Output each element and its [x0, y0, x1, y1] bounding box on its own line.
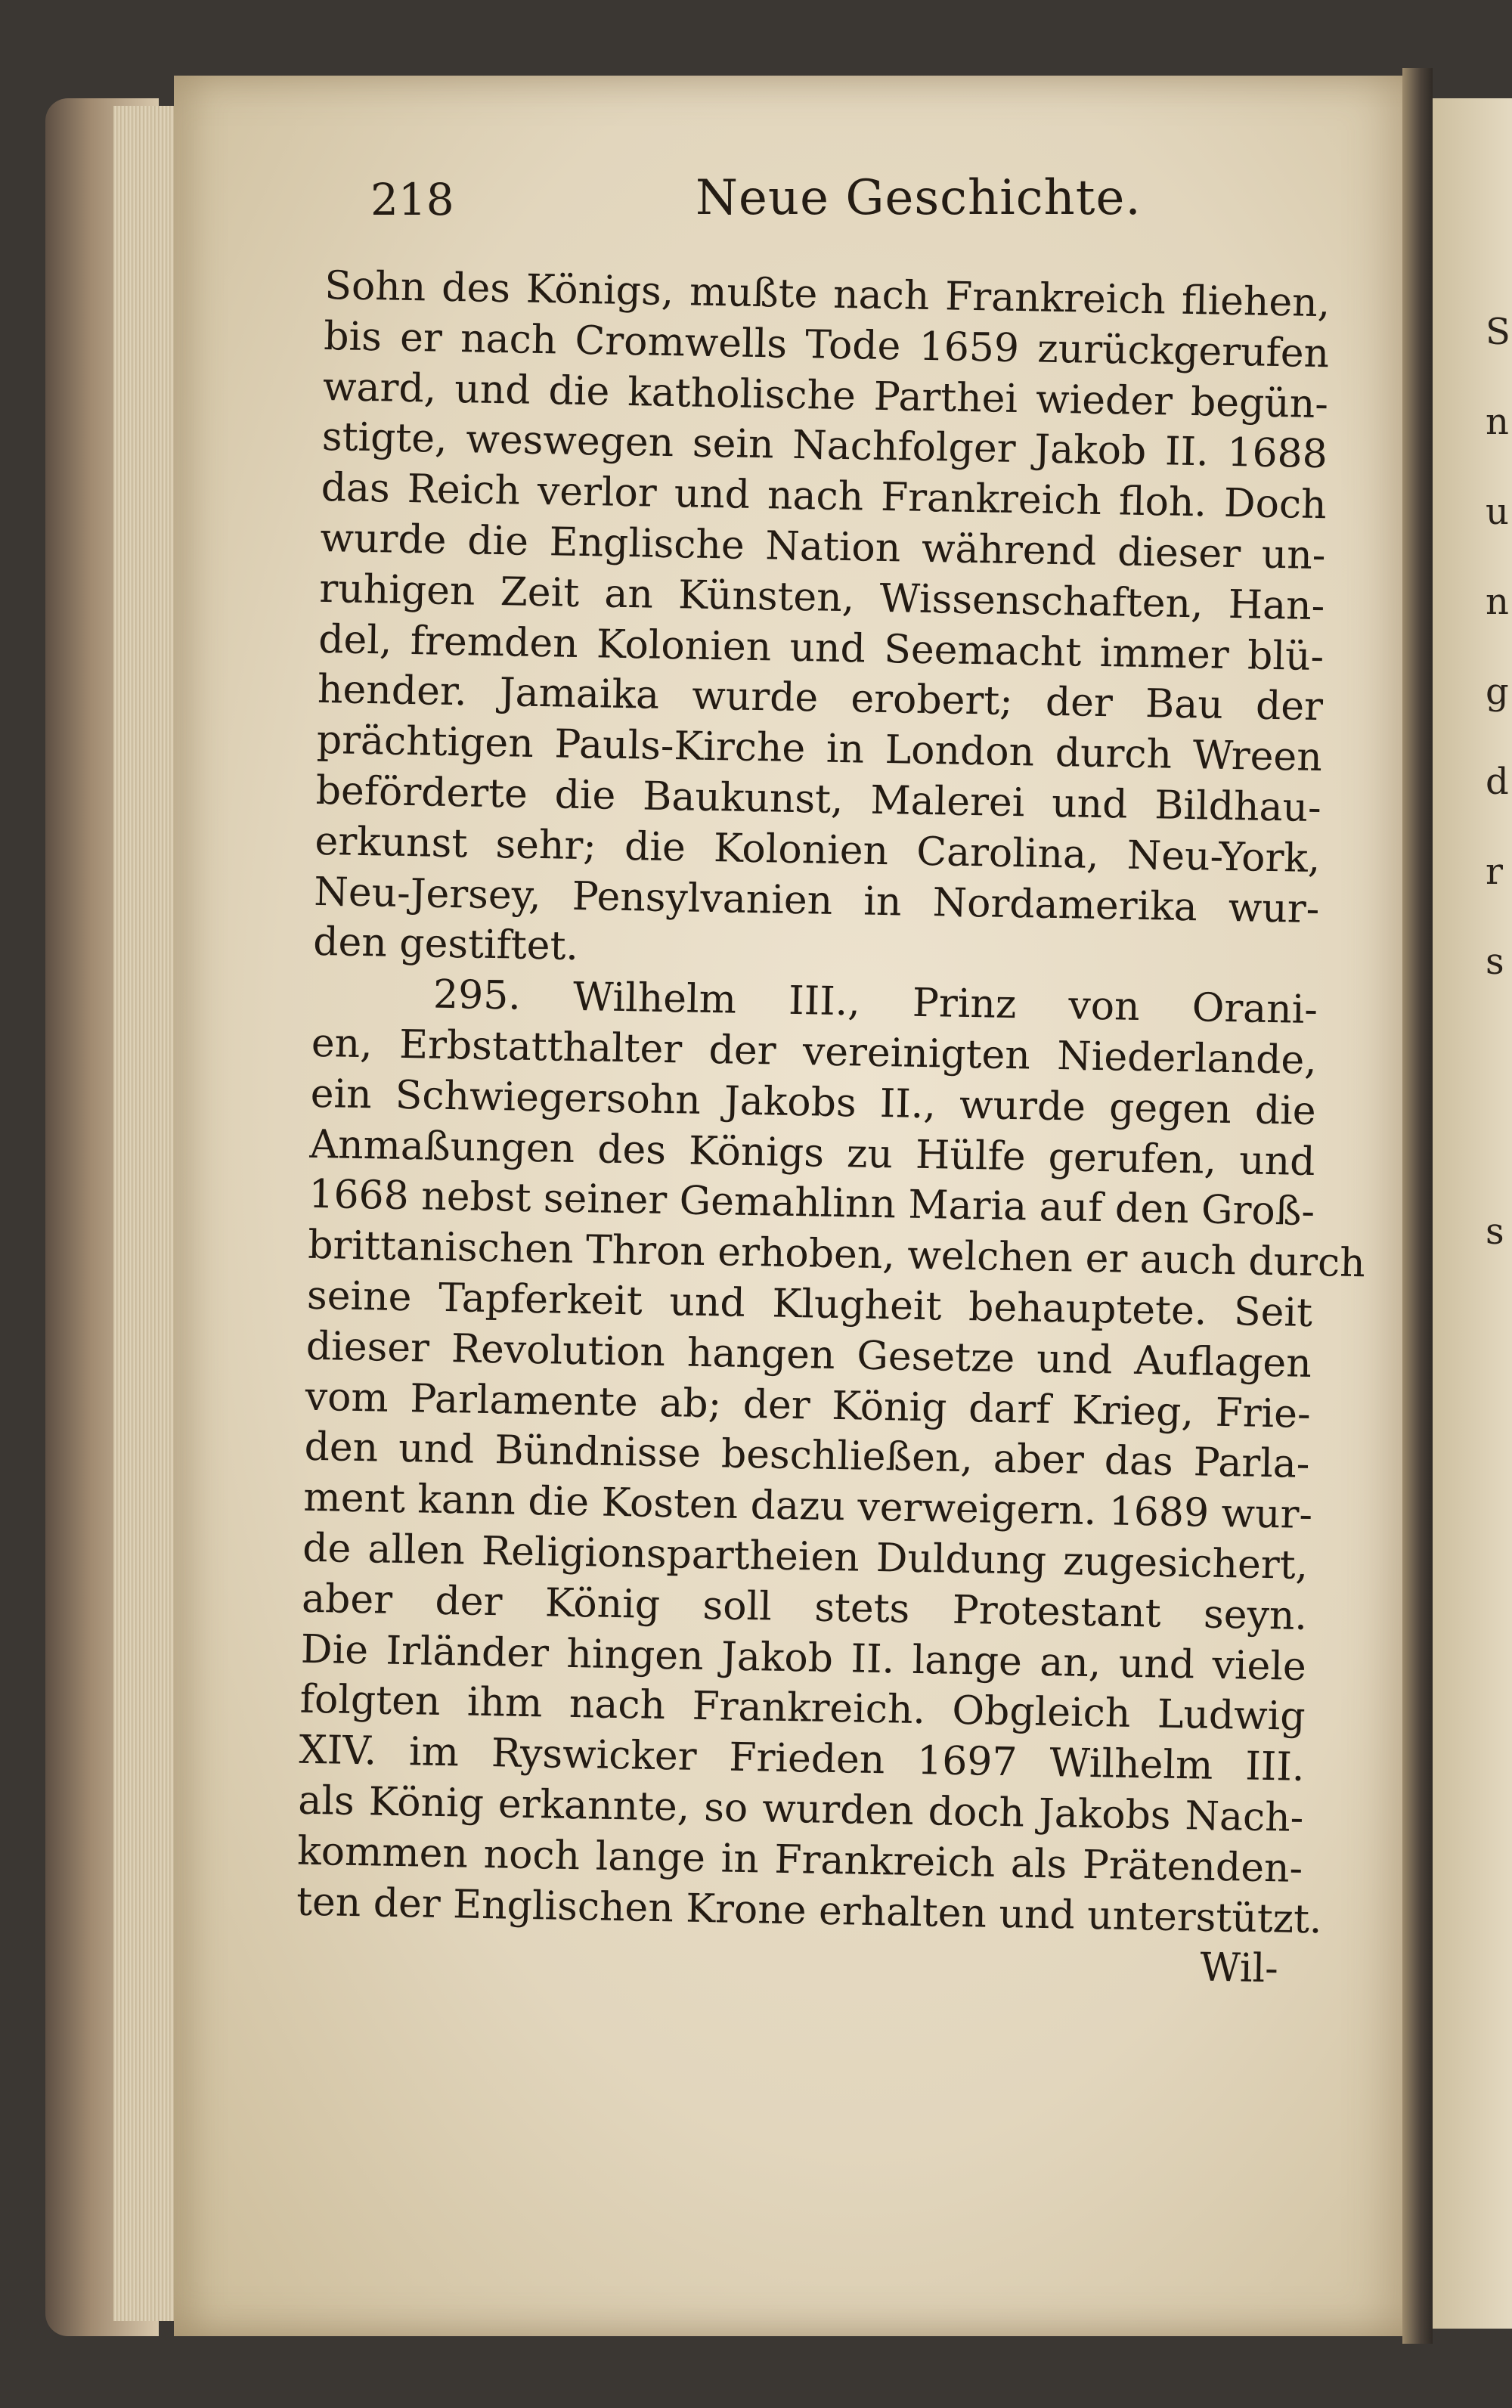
paragraph-1	[313, 261, 1331, 985]
text-line: den gestiftet.	[312, 919, 579, 970]
text-line: 1668 nebst seiner Gemahlinn Maria auf den Groß-	[308, 1172, 1315, 1235]
text-line: del, fremden Kolonien und Seemacht immer blü-	[318, 616, 1325, 680]
text-line: folgten ihm nach Frankreich. Obgleich Ludwig	[299, 1677, 1306, 1740]
text-line: stigte, weswegen sein Nachfolger Jakob II. 1688	[321, 414, 1328, 478]
text-line: erkunst sehr; die Kolonien Carolina, Neu-York,	[314, 818, 1321, 882]
text-line: Sohn des Königs, mußte nach Frankreich fliehen,	[324, 262, 1331, 327]
facing-letter: S	[1486, 311, 1510, 353]
body-text	[295, 261, 1366, 1995]
facing-letter	[1486, 1097, 1510, 1187]
running-head	[370, 166, 1164, 234]
text-line: 295. Wilhelm III., Prinz von Orani-	[432, 972, 1318, 1034]
text-line: als König erkannte, so wurden doch Jakobs Nach-	[297, 1777, 1304, 1841]
facing-letter	[1486, 1007, 1510, 1097]
text-line: Neu-Jersey, Pensylvanien in Nordamerika wur-	[313, 869, 1320, 932]
text-line: wurde die Englische Nation während dieser un-	[320, 515, 1326, 579]
catchword: Wil-	[1199, 1945, 1279, 1992]
facing-letter: d	[1486, 761, 1509, 803]
paragraph-2	[296, 968, 1366, 1945]
text-line: kommen noch lange in Frankreich als Prätenden-	[296, 1828, 1303, 1892]
facing-letter: g	[1486, 671, 1509, 713]
facing-letter: n	[1486, 401, 1509, 443]
text-line: ward, und die katholische Parthei wieder begün-	[322, 364, 1329, 427]
text-line: das Reich verlor und nach Frankreich floh. Doch	[321, 465, 1328, 528]
facing-page-letters	[1486, 287, 1510, 1277]
text-line: XIV. im Ryswicker Frieden 1697 Wilhelm III.	[299, 1727, 1305, 1791]
text-line: beförderte die Baukunst, Malerei und Bildhau-	[315, 767, 1322, 832]
facing-letter: u	[1486, 491, 1509, 533]
text-line: aber der König soll stets Protestant seyn.	[301, 1576, 1308, 1639]
text-line: brittanischen Thron erhoben, welchen er auch durch	[307, 1222, 1366, 1287]
text-line: de allen Religionspartheien Duldung zugesichert,	[302, 1525, 1309, 1588]
facing-letter: s	[1486, 941, 1504, 983]
text-line: seine Tapferkeit und Klugheit behauptete. Seit	[306, 1272, 1313, 1336]
text-line: den und Bündnisse beschließen, aber das Parla-	[304, 1424, 1310, 1488]
page-number: 218	[370, 174, 454, 225]
text-line: bis er nach Cromwells Tode 1659 zurückgerufen	[323, 313, 1330, 377]
text-line: ein Schwiegersohn Jakobs II., wurde gegen die	[310, 1071, 1317, 1134]
text-line: en, Erbstatthalter der vereinigten Niederlande,	[311, 1020, 1318, 1084]
text-line: vom Parlamente ab; der König darf Krieg, Frie-	[305, 1374, 1312, 1437]
facing-letter: r	[1486, 851, 1503, 893]
text-line: hender. Jamaika wurde erobert; der Bau der	[317, 667, 1324, 730]
book-gutter	[1402, 68, 1433, 2344]
facing-letter: s	[1486, 1210, 1504, 1253]
text-line: Anmaßungen des Königs zu Hülfe gerufen, und	[309, 1121, 1315, 1185]
text-line: ten der Englischen Krone erhalten und unterstützt.	[296, 1879, 1323, 1942]
text-line: ment kann die Kosten dazu verweigern. 1689 wur-	[302, 1474, 1313, 1539]
text-line: Die Irländer hingen Jakob II. lange an, und viele	[300, 1626, 1307, 1690]
running-title: Neue Geschichte.	[696, 170, 1142, 226]
facing-letter: n	[1486, 581, 1509, 623]
text-line: dieser Revolution hangen Gesetze und Auflagen	[305, 1323, 1312, 1387]
text-line: ruhigen Zeit an Künsten, Wissenschaften, Han-	[318, 566, 1325, 629]
text-line: prächtigen Pauls-Kirche in London durch Wreen	[316, 717, 1323, 781]
